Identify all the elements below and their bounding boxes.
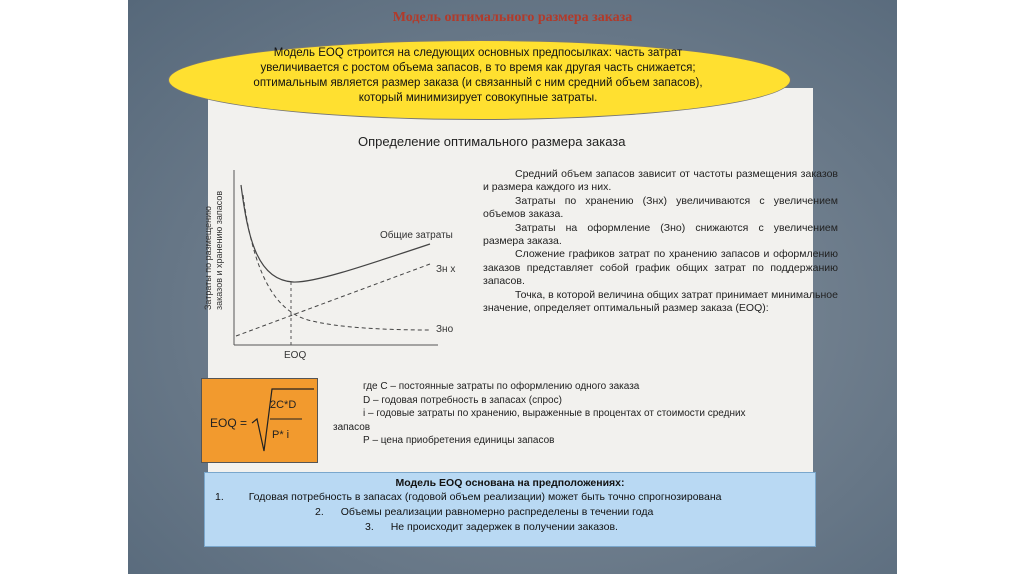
- assumption-text: Не происходит задержек в получении заказов.: [390, 521, 618, 533]
- assumption-item: [205, 505, 815, 520]
- formula-denominator: P* i: [272, 429, 290, 441]
- assumption-number: 1.: [215, 491, 224, 503]
- variable-line: запасов: [333, 421, 371, 433]
- description-paragraph: Точка, в которой величина общих затрат принимает минимальное значение, определяет оптимальный размер заказа (EOQ):: [483, 288, 838, 315]
- cost-graph: [198, 160, 478, 365]
- assumption-number: 2.: [315, 506, 324, 518]
- formula-lhs: EOQ =: [210, 416, 248, 430]
- variable-line: D – годовая потребность в запасах (спрос): [363, 394, 562, 406]
- y-axis-label-1: Затраты по размещению: [203, 206, 213, 310]
- assumption-text: Годовая потребность в запасах (годовой объем реализации) может быть точно спрогнозирована: [248, 491, 722, 503]
- description: [483, 168, 838, 315]
- assumption-item: [205, 520, 815, 535]
- slide: [128, 0, 897, 574]
- description-paragraph: Сложение графиков затрат по хранению запасов и оформлению заказов представляет собой график общих затрат по поддержанию запасов.: [483, 248, 838, 288]
- variable-line: где С – постоянные затраты по оформлению одного заказа: [363, 381, 640, 392]
- variable-line: i – годовые затраты по хранению, выраженные в процентах от стоимости средних: [363, 408, 746, 420]
- premise-text: Модель EOQ строится на следующих основных предпосылках: часть затрат увеличивается с ростом объема запасов, в то время как другая часть снижается; оптимальным является размер заказа (и связанный с ним средний объем запасов), который минимизирует совокупные затраты.: [253, 47, 703, 104]
- assumption-number: 3.: [365, 521, 374, 533]
- eoq-axis-label: EOQ: [284, 350, 307, 361]
- assumption-item: [205, 490, 815, 505]
- assumptions-box: [204, 472, 816, 547]
- total-cost-label: Общие затраты: [380, 230, 453, 241]
- ordering-cost-curve: [243, 195, 430, 330]
- y-axis-label-2: заказов и хранению запасов: [214, 190, 224, 310]
- description-paragraph: Затраты на оформление (Зно) снижаются с увеличением размера заказа.: [483, 221, 838, 248]
- ordering-cost-label: Зно: [436, 324, 454, 335]
- variable-definitions: [333, 380, 833, 448]
- eoq-formula-box: [201, 378, 318, 463]
- slide-title: Модель оптимального размера заказа: [392, 10, 633, 25]
- assumptions-title: Модель EOQ основана на предположениях:: [395, 477, 625, 489]
- holding-cost-label: Зн х: [436, 264, 456, 275]
- variable-line: Р – цена приобретения единицы запасов: [363, 435, 555, 447]
- formula-numerator: 2C*D: [270, 399, 297, 411]
- description-paragraph: Затраты по хранению (Знх) увеличиваются с увеличением объемов заказа.: [483, 194, 838, 221]
- description-paragraph: Средний объем запасов зависит от частоты размещения заказов и размера каждого из них.: [483, 168, 838, 194]
- assumption-text: Объемы реализации равномерно распределены в течении года: [340, 506, 654, 518]
- section-subtitle: Определение оптимального размера заказа: [358, 134, 626, 149]
